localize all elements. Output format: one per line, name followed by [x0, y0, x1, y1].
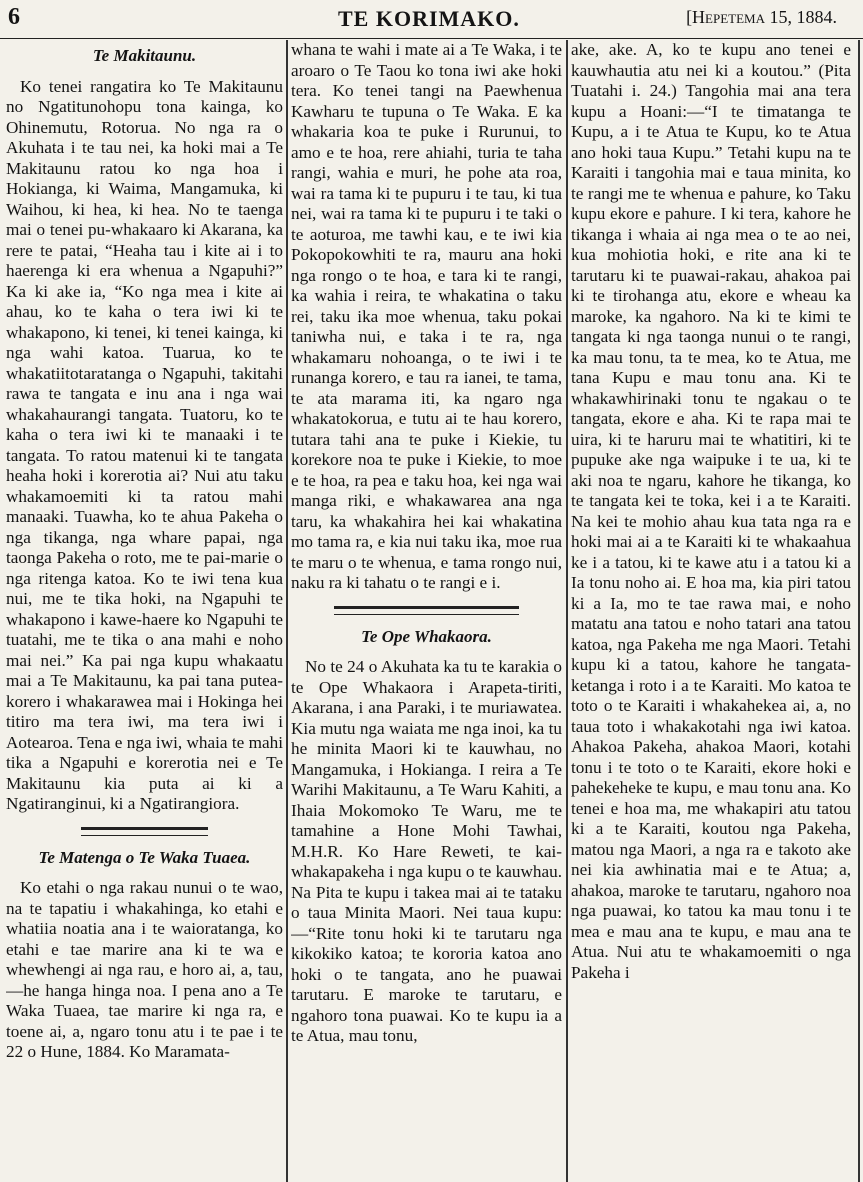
article-separator — [334, 606, 518, 615]
article-heading-matenga: Te Matenga o Te Waka Tuaea. — [38, 847, 251, 867]
article-heading-makitaunu: Te Makitaunu. — [92, 46, 197, 65]
article-body-matenga-cont: whana te wahi i mate ai a Te Waka, i te aroaro o Te Taou ko tona iwi ake hoki tera. Ko tenei tangi na Paewhenua Kawharu te tupuna o Te Waka. E ka whakaria koa te puke i Rurunui, to amo e te hoa, rere ahiahi, turia te taha rangi, wahia e muri, he pohe ata roa, wai ra tama ki te pupuru i te tau, ki tua nei, wai ra tama ki te pupuru i te taki o te aoturoa, me tawhi kau, e te iwi kia Pokopokowhiti te ra, mauru ana hoki nga rongo o te hoa, e tara ki te rangi, ka wahia i reira, te whakatina o taku rei, taku ika moe whenua, taku pokai taniwha nui, e taka i te ra, nga whakamaru nohoanga, o te iwi i te runanga korero, e tau ra ianei, te tama, te ata marama iti, ka ngaro nga whakatokorua, e tutu ai te hau korero, tutara tahi ana te puke i Kiekie, tu korekore noa te puke i Kiekie, to moe e te hoa, ra pea e taku hoa, kei nga wai manga riki, e whakawarea ana nga taru, ka whakahira hei kai whakatina mo tama ra, e kia nui taku ika, moe rua te maru o te whenua, e tama rongo nui, naku ra ki tahatu o te rangi e i. — [291, 40, 562, 592]
article-separator — [81, 827, 208, 836]
column-divider — [858, 40, 860, 1182]
page-number: 6 — [8, 4, 20, 30]
column-divider — [566, 40, 568, 1182]
page-header — [0, 0, 863, 39]
article-body-ope-whakaora-cont: ake, ake. A, ko te kupu ano tenei e kauwhautia atu nei ki a koutou.” (Pita Tuatahi i. 24.) Tangohia mai ana tera kupu a Hoani:—“I te timatanga te Kupu, a i te Atua te Kupu, ko te Atua ano hoki taua Kupu.” Tetahi kupu na te Karaiti i tangohia mai e taua minita, ko te rangi me te whenua e pahure, ko Taku kupu ekore e pahure. I ki tera, kahore he tikanga i whaia ai nga mea o te ao nei, kua mohiotia hoki, e rite ana ki te tarutaru ki te puawai-rakau, ahakoa pai ki te tirohanga atu, ekore e wheau ka maroke, ka ngahoro. Na ki te kimi te tangata ki nga taonga nunui o te rangi, ka mau tonu, ta te mea, ko te Atua, me tana Kupu e mau tonu ana. Ki te whakawhirinaki tonu te ngakau o te tangata, ekore e aha. Ki te rapa mai te uira, ki te haruru mai te whatitiri, ki te pupuke ake nga waipuke i te ua, ki te aki noa te ngaru, kahore he tikanga, ko te tangata kei te toka, kei i a te Karaiti. Na kei te mohio ahau kua tata nga ra e hoki mai ai a te Karaiti ki te whakaahua ke i a tatou, ki te kawe atu i a tatou ki a Ia tonu noho ai. E hoa ma, kia piri tatou ki a Ia, mo te tae rawa mai, e noho matatu ana tatou e noho tatari ana tatou katoa, nga Pakeha me nga Maori. Tetahi kupu ki a tatou, kahore he tangata-ketanga i roto i a te Karaiti. Mo katoa te toto o te Karaiti i whakahekea ai, a, no taua toto i whakakotahi nga iwi katoa. Ahakoa Pakeha, ahakoa Maori, kotahi tonu i te toto o te Karaiti, ekore hoki e pahekeheke te kupu, e mau tonu ana. Ko tenei e hoa ma, me whakapiri atu tatou ki a te Karaiti, koutou nga Pakeha, matou nga Maori, a nga ra e takoto ake nei kia awhinatia mai e te Atua; a, ahakoa, maroke te tarutaru, ngahoro noa nga puawai, ko tatou ka mau tonu i te mea e mau ana te kupu, e mau ana te Atua. Nui atu te whakamoemiti o nga Pakeha i — [571, 40, 851, 982]
column-3 — [571, 40, 851, 1180]
article-body-matenga: Ko etahi o nga rakau nunui o te wao, na te tapatiu i whakahinga, ko etahi e whatiia noatia ana i te waioratanga, ko etahi e tae marire ana ki te wa e whewhengi ai nga rau, e horo ai, a, tau, —he hanga hinga noa. I pena ano a Te Waka Tuaea, tae marire ki nga ra, e toene ai, a, ngaro tonu atu i te pae i te 22 o Hune, 1884. Ko Maramata- — [6, 878, 283, 1061]
newspaper-title: TE KORIMAKO. — [338, 6, 520, 31]
column-2 — [291, 40, 562, 1180]
article-body-ope-whakaora: No te 24 o Akuhata ka tu te karakia o te Ope Whakaora i Arapeta-tiriti, Akarana, i ana Paraki, i te muriawatea. Kia mutu nga waiata me nga inoi, ka tu he minita Maori ki te kauwhau, no Mangamuka, i Hokianga. I reira a Te Warihi Makitaunu, a Te Waru Kahiti, a Ihaia Mokomoko Te Waru, me te tamahine a Hone Mohi Tawhai, M.H.R. Ko Hare Reweti, te kai-whakapakeha i nga kupu o te kauwhau. Na Pita te kupu i takea mai ai te tataku o taua Minita Maori. Nei taua kupu:—“Rite tonu hoki ki te tarutaru nga kikokiko katoa; te kororia katoa ano hoki o te tangata, ano he puawai tarutaru. E maroke te tarutaru, e ngahoro tona puawai. Ko te kupu ia a te Atua, mau tonu, — [291, 657, 562, 1045]
article-heading-ope-whakaora: Te Ope Whakaora. — [361, 626, 492, 646]
issue-date: [Hepetema 15, 1884. — [686, 7, 837, 27]
column-1 — [6, 40, 283, 1180]
article-body-makitaunu: Ko tenei rangatira ko Te Makitaunu no Ngatitunohopu tona kainga, ko Ohinemutu, Rotorua. No nga ra o Akuhata i te tau nei, ka hoki mai a Te Makitaunu ratou ko nga hoa i Hokianga, ki Waima, Mangamuka, ki Waihou, ki hea, ki hea. No te taenga mai o tenei pu-whakaaro ki Akarana, ka rere te patai, “Heaha tau i kite ai i to haerenga ki era whenua a Ngapuhi?” Ka ki ake ia, “Ko nga mea i kite ai ahau, ko te kaha o tera iwi ki te whakapono, ki tenei, ki tenei kainga, ki nga wahi katoa. Tuarua, ko te whakatiitotaratanga o Ngapuhi, takitahi rawa te tangata e inu ana i nga wai whakahaurangi tangata. Tuatoru, ko te kaha o tera iwi ki te manaaki i te tangata. To ratou matenui ki te tangata heaha hoki i korerotia ai? Nui atu taku whakamoemiti ki ta ratou mahi manaaki. Tuawha, ko te ahua Pakeha o nga tikanga, nga whare papai, nga taonga Pakeha o roto, me te pai-marie o nga ritenga katoa. Ko te iwi tena kua nui, me te tika hoki, na Ngapuhi te whakapono i kawe-haere ko Ngapuhi te tuatahi, me te tika o ana mahi e noho mai nei.” Ka pai nga kupu whakaatu mai a Te Makitaunu, ka pai tana putea-korero i whakarawea mai i Hokinga hei titiro ma tera iwi, ma tera iwi i Aotearoa. Tena e nga iwi, whaia te mahi tika a Ngapuhi e korerotia nei e Te Makitaunu kia puta ai ki a Ngatiranginui, ki a Ngatirangiora. — [6, 76, 283, 813]
column-divider — [286, 40, 288, 1182]
